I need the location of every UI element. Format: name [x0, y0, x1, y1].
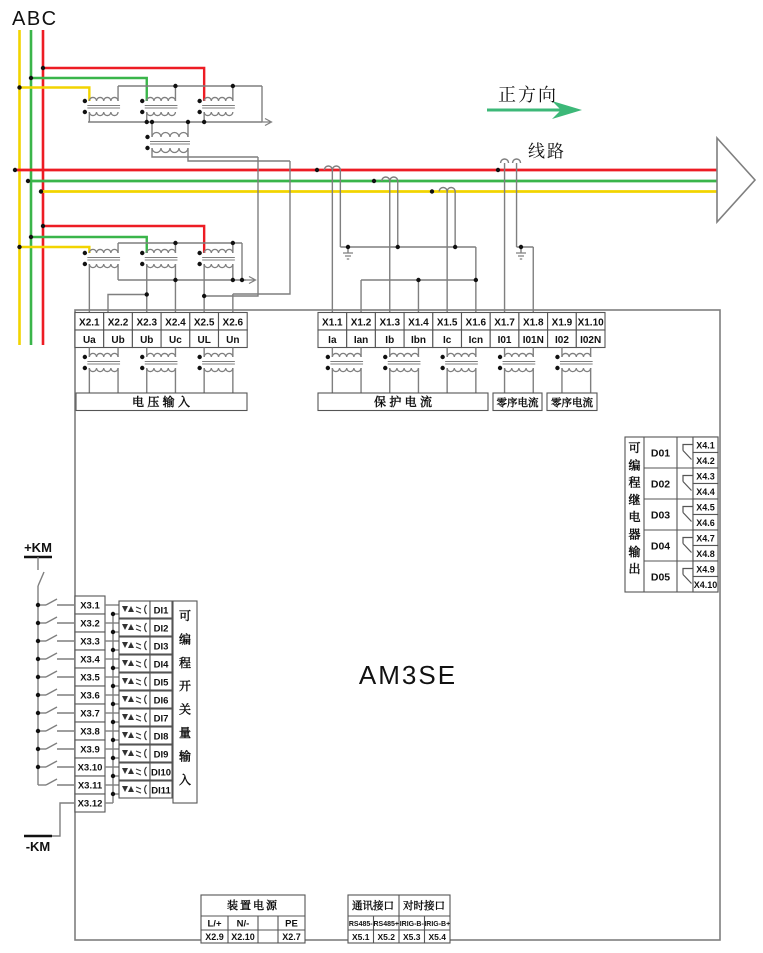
- phase-c-tap-upper: [43, 68, 204, 101]
- transformer-primary-coil: [89, 97, 118, 101]
- junction-dot: [111, 756, 115, 760]
- voltage-input-group-label: 电 压 输 入: [131, 395, 191, 409]
- comm-terminal-code: X5.3: [403, 932, 421, 942]
- direction-label: 正方向: [498, 85, 558, 105]
- voltage-signal-label: Un: [226, 335, 240, 346]
- wire: [46, 599, 57, 605]
- junction-dot: [36, 603, 40, 607]
- voltage-terminal-code: X2.3: [136, 317, 158, 329]
- current-terminal-code: X1.9: [551, 317, 573, 329]
- line-label: 线路: [528, 142, 566, 161]
- junction-dot: [36, 639, 40, 643]
- voltage-signal-label: Uc: [169, 335, 182, 346]
- di-label: DI7: [153, 713, 169, 725]
- power-terminal-code: X2.9: [205, 932, 224, 942]
- junction-dot: [197, 262, 201, 266]
- transformer-primary-coil: [152, 133, 188, 138]
- relay-coil-label: D02: [650, 478, 671, 491]
- current-signal-label: Ic: [442, 335, 452, 346]
- junction-dot: [145, 120, 149, 124]
- x3-terminal-code: X3.7: [80, 708, 100, 720]
- junction-dot: [83, 99, 87, 103]
- di-label: DI8: [153, 731, 169, 743]
- di-label: DI3: [153, 641, 169, 653]
- junction-dot: [173, 241, 177, 245]
- relay-output-title-char: 可: [628, 441, 641, 455]
- current-terminal-code: X1.6: [465, 317, 487, 329]
- junction-dot: [140, 366, 144, 370]
- current-terminal-code: X1.10: [577, 317, 604, 329]
- comm-signal-label: IRIG-B-: [399, 921, 424, 928]
- relay-terminal-code: X4.3: [696, 471, 715, 482]
- protection-current-group-label: 保 护 电 流: [373, 395, 433, 409]
- di-label: DI11: [151, 785, 171, 797]
- junction-dot: [231, 278, 235, 282]
- comm-signal-label: RS485-: [348, 921, 373, 928]
- di-label: DI6: [153, 695, 169, 707]
- junction-dot: [145, 146, 149, 150]
- current-signal-label: I02: [554, 335, 569, 346]
- junction-dot: [111, 684, 115, 688]
- junction-dot: [173, 84, 177, 88]
- ground-arrow-icon: [246, 277, 256, 284]
- transformer-primary-coil: [147, 97, 176, 101]
- zero-seq-current-label-1: 零序电流: [496, 397, 539, 409]
- comm-signal-label: IRIG-B+: [424, 921, 451, 928]
- opto-isolator-box: [119, 655, 150, 672]
- relay-coil-label: D05: [650, 571, 671, 584]
- junction-dot: [140, 262, 144, 266]
- junction-dot: [453, 245, 457, 249]
- di-label: DI2: [153, 623, 169, 635]
- junction-dot: [36, 747, 40, 751]
- power-terminal-code: X2.7: [282, 932, 301, 942]
- opto-isolator-box: [119, 745, 150, 762]
- transformer-primary-coil: [147, 249, 176, 253]
- junction-dot: [496, 168, 500, 172]
- x3-terminal-code: X3.1: [80, 600, 100, 612]
- transformer-core: [145, 258, 178, 261]
- current-signal-label: Ibn: [410, 335, 426, 346]
- junction-dot: [498, 366, 502, 370]
- x3-terminal-code: X3.8: [80, 726, 100, 738]
- opto-isolator-box: [119, 781, 150, 798]
- junction-dot: [36, 693, 40, 697]
- digital-input-title-char: 编: [178, 632, 192, 647]
- junction-dot: [111, 774, 115, 778]
- power-column-label: PE: [285, 918, 298, 930]
- x3-terminal-code: X3.10: [77, 762, 103, 774]
- wire: [46, 707, 57, 713]
- voltage-terminal-code: X2.6: [222, 317, 244, 329]
- junction-dot: [383, 366, 387, 370]
- transformer-secondary-coil: [147, 112, 176, 116]
- junction-dot: [145, 292, 149, 296]
- junction-dot: [383, 355, 387, 359]
- comm-terminal-code: X5.1: [352, 932, 370, 942]
- junction-dot: [29, 76, 33, 80]
- current-signal-label: I01N: [522, 335, 544, 346]
- feeder-end-arrow: [717, 138, 755, 222]
- wire: [46, 725, 57, 731]
- current-signal-label: I02N: [580, 335, 602, 346]
- current-signal-label: I01: [497, 335, 512, 346]
- junction-dot: [36, 765, 40, 769]
- transformer-secondary-coil: [204, 112, 233, 116]
- junction-dot: [202, 294, 206, 298]
- layer-base: [13, 30, 755, 943]
- x3-terminal-code: X3.11: [77, 780, 103, 792]
- x3-terminal-code: X3.3: [80, 636, 100, 648]
- relay-output-title-char: 出: [628, 562, 641, 577]
- junction-dot: [186, 120, 190, 124]
- relay-terminal-code: X4.5: [696, 502, 715, 513]
- zct-loop: [513, 159, 521, 163]
- junction-dot: [111, 738, 115, 742]
- relay-terminal-code: X4.9: [696, 564, 715, 575]
- digital-input-title-char: 可: [178, 609, 192, 623]
- junction-dot: [519, 245, 523, 249]
- transformer-core: [145, 106, 178, 109]
- junction-dot: [111, 702, 115, 706]
- junction-dot: [140, 251, 144, 255]
- relay-coil-label: D04: [650, 540, 671, 553]
- wire: [46, 689, 57, 695]
- di-label: DI4: [153, 659, 169, 671]
- power-column-label: N/-: [236, 918, 250, 930]
- junction-dot: [474, 278, 478, 282]
- junction-dot: [36, 657, 40, 661]
- relay-coil-label: D01: [650, 447, 671, 460]
- opto-isolator-box: [119, 709, 150, 726]
- comm-port-title: 通讯接口: [352, 900, 394, 912]
- current-signal-label: Ian: [353, 335, 369, 346]
- current-signal-label: Icn: [468, 335, 484, 346]
- comm-terminal-code: X5.4: [428, 932, 446, 942]
- di-label: DI1: [153, 605, 169, 617]
- junction-dot: [231, 241, 235, 245]
- relay-terminal-code: X4.4: [696, 486, 715, 497]
- digital-input-title-char: 程: [178, 655, 192, 670]
- junction-dot: [140, 110, 144, 114]
- junction-dot: [315, 168, 319, 172]
- junction-dot: [430, 189, 434, 193]
- km-positive-label: +KM: [24, 540, 52, 555]
- power-supply-title: 装置电源: [227, 900, 279, 912]
- voltage-signal-label: Ua: [82, 335, 96, 346]
- current-terminal-code: X1.8: [522, 317, 544, 329]
- junction-dot: [111, 630, 115, 634]
- transformer-secondary-coil: [152, 148, 188, 153]
- opto-isolator-box: [119, 763, 150, 780]
- ground-icon: [516, 253, 526, 259]
- junction-dot: [197, 99, 201, 103]
- transformer-secondary-coil: [147, 264, 176, 268]
- junction-dot: [396, 245, 400, 249]
- relay-terminal-code: X4.2: [696, 455, 715, 466]
- phase-c-tap-lower: [43, 226, 204, 253]
- voltage-terminal-code: X2.5: [193, 317, 215, 329]
- wire: [38, 572, 44, 586]
- junction-dot: [111, 612, 115, 616]
- relay-terminal-code: X4.8: [696, 548, 715, 559]
- relay-terminal-code: X4.6: [696, 517, 715, 528]
- power-column-label: L/+: [207, 918, 222, 930]
- wire: [38, 803, 75, 836]
- km-negative-label: -KM: [25, 839, 51, 854]
- voltage-terminal-code: X2.4: [165, 317, 186, 329]
- current-signal-label: Ia: [328, 335, 337, 346]
- junction-dot: [83, 262, 87, 266]
- wire: [46, 617, 57, 623]
- digital-input-title-char: 输: [178, 749, 192, 764]
- voltage-terminal-code: X2.1: [79, 317, 100, 329]
- junction-dot: [36, 711, 40, 715]
- junction-dot: [111, 720, 115, 724]
- transformer-core: [87, 106, 120, 109]
- junction-dot: [173, 278, 177, 282]
- x3-terminal-code: X3.5: [80, 672, 100, 684]
- relay-terminal-code: X4.1: [696, 440, 715, 451]
- junction-dot: [150, 120, 154, 124]
- wire: [46, 653, 57, 659]
- relay-terminal-code: X4.7: [696, 533, 715, 544]
- opto-isolator-box: [119, 619, 150, 636]
- junction-dot: [140, 355, 144, 359]
- relay-terminal-code: X4.10: [693, 579, 718, 590]
- relay-output-title-char: 电: [628, 510, 641, 525]
- junction-dot: [83, 110, 87, 114]
- transformer-core: [87, 258, 120, 261]
- zero-seq-current-label-2: 零序电流: [551, 397, 593, 409]
- junction-dot: [13, 168, 17, 172]
- junction-dot: [41, 66, 45, 70]
- junction-dot: [140, 99, 144, 103]
- transformer-secondary-coil: [204, 264, 233, 268]
- junction-dot: [197, 355, 201, 359]
- wire: [46, 743, 57, 749]
- junction-dot: [26, 179, 30, 183]
- comm-terminal-code: X5.2: [377, 932, 395, 942]
- current-signal-label: Ib: [385, 335, 395, 346]
- di-label: DI10: [150, 767, 172, 779]
- x3-terminal-code: X3.9: [80, 744, 100, 756]
- junction-dot: [346, 245, 350, 249]
- relay-output-title-char: 继: [628, 492, 641, 507]
- current-terminal-code: X1.3: [379, 317, 401, 329]
- current-terminal-code: X1.5: [436, 317, 458, 329]
- transformer-core: [202, 258, 235, 261]
- current-terminal-code: X1.2: [350, 317, 372, 329]
- current-terminal-code: X1.4: [408, 317, 429, 329]
- junction-dot: [83, 366, 87, 370]
- junction-dot: [440, 366, 444, 370]
- junction-dot: [17, 85, 21, 89]
- junction-dot: [555, 366, 559, 370]
- relay-output-title-char: 输: [628, 544, 641, 559]
- relay-output-title-char: 程: [628, 475, 641, 490]
- junction-dot: [41, 224, 45, 228]
- voltage-signal-label: Ub: [140, 335, 154, 346]
- current-terminal-code: X1.1: [322, 317, 343, 329]
- ground-arrow-icon: [262, 119, 272, 126]
- transformer-primary-coil: [204, 97, 233, 101]
- junction-dot: [231, 84, 235, 88]
- relay-output-title-char: 器: [628, 527, 641, 542]
- transformer-secondary-coil: [89, 112, 118, 116]
- junction-dot: [83, 355, 87, 359]
- opto-isolator-box: [119, 727, 150, 744]
- comm-signal-label: RS485+: [373, 921, 399, 928]
- junction-dot: [197, 366, 201, 370]
- junction-dot: [197, 110, 201, 114]
- voltage-terminal-code: X2.2: [107, 317, 129, 329]
- device-model-label: AM3SE: [358, 660, 458, 690]
- relay-output-title-char: 编: [628, 458, 641, 473]
- junction-dot: [17, 245, 21, 249]
- opto-isolator-box: [119, 601, 150, 618]
- digital-input-title-char: 关: [178, 702, 192, 717]
- junction-dot: [83, 251, 87, 255]
- digital-input-title-char: 开: [178, 679, 192, 694]
- x3-terminal-code: X3.12: [77, 798, 103, 810]
- transformer-core: [202, 106, 235, 109]
- di-label: DI9: [153, 749, 169, 761]
- junction-dot: [39, 189, 43, 193]
- wire: [46, 761, 57, 767]
- digital-input-title-char: 入: [178, 772, 192, 787]
- junction-dot: [498, 355, 502, 359]
- junction-dot: [111, 666, 115, 670]
- wire: [46, 671, 57, 677]
- junction-dot: [36, 675, 40, 679]
- junction-dot: [555, 355, 559, 359]
- x3-terminal-code: X3.4: [80, 654, 100, 666]
- transformer-primary-coil: [204, 249, 233, 253]
- wire: [204, 157, 258, 296]
- x3-terminal-code: X3.2: [80, 618, 100, 630]
- junction-dot: [240, 278, 244, 282]
- junction-dot: [145, 135, 149, 139]
- junction-dot: [29, 235, 33, 239]
- junction-dot: [202, 120, 206, 124]
- voltage-signal-label: UL: [197, 335, 211, 346]
- junction-dot: [326, 355, 330, 359]
- junction-dot: [197, 251, 201, 255]
- power-terminal-code: X2.10: [231, 932, 255, 942]
- wire: [46, 635, 57, 641]
- junction-dot: [326, 366, 330, 370]
- time-sync-port-title: 对时接口: [403, 900, 445, 912]
- di-label: DI5: [153, 677, 169, 689]
- relay-coil-label: D03: [650, 509, 671, 522]
- transformer-core: [150, 142, 190, 145]
- opto-isolator-box: [119, 637, 150, 654]
- junction-dot: [372, 179, 376, 183]
- phase-bus-label: ABC: [12, 8, 58, 30]
- transformer-secondary-coil: [89, 264, 118, 268]
- digital-input-title-char: 量: [178, 726, 192, 740]
- opto-isolator-box: [119, 673, 150, 690]
- wire: [46, 779, 57, 785]
- voltage-signal-label: Ub: [111, 335, 125, 346]
- wire: [188, 148, 290, 161]
- junction-dot: [416, 278, 420, 282]
- x3-terminal-code: X3.6: [80, 690, 100, 702]
- junction-dot: [36, 729, 40, 733]
- current-terminal-code: X1.7: [494, 317, 515, 329]
- opto-isolator-box: [119, 691, 150, 708]
- junction-dot: [440, 355, 444, 359]
- ground-icon: [343, 253, 353, 259]
- junction-dot: [36, 621, 40, 625]
- junction-dot: [111, 648, 115, 652]
- transformer-primary-coil: [89, 249, 118, 253]
- zct-loop: [501, 159, 509, 163]
- junction-dot: [111, 792, 115, 796]
